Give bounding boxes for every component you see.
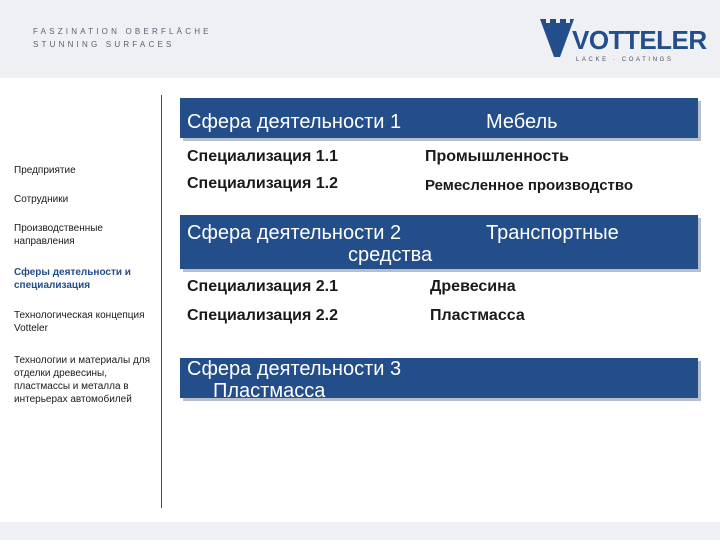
- nav-item-staff[interactable]: Сотрудники: [14, 194, 69, 205]
- logo-wordmark: VOTTELER: [572, 25, 707, 55]
- nav-item-materials[interactable]: Технологии и материалы для отделки древесины, пластмассы и металла в интерьерах автомобилей: [14, 355, 151, 405]
- logo-subtitle: LACKE · COATINGS: [576, 57, 674, 63]
- spec-2-1-name: Специализация 2.1: [187, 278, 339, 295]
- footer-bar: [0, 522, 720, 540]
- section-1-title: Сфера деятельности 1: [187, 111, 402, 133]
- header-bar: [0, 0, 720, 78]
- section-3-value: Пластмасса: [213, 380, 326, 402]
- sidebar-divider: [161, 95, 162, 508]
- spec-1-1-name: Специализация 1.1: [187, 148, 339, 165]
- section-2-title: Сфера деятельности 2: [187, 222, 402, 244]
- section-1-value: Мебель: [486, 111, 558, 133]
- spec-1-2-value: Ремесленное производство: [425, 177, 634, 194]
- section-2-value: Транспортные: [486, 222, 619, 244]
- section-2-value-cont: средства: [348, 244, 433, 266]
- nav-item-company[interactable]: Предприятие: [14, 165, 76, 176]
- section-3-header: [180, 358, 698, 402]
- section-3-title: Сфера деятельности 3: [187, 358, 402, 380]
- tagline-line-2: STUNNING SURFACES: [33, 40, 175, 49]
- spec-1-2-name: Специализация 1.2: [187, 175, 339, 192]
- nav-item-production[interactable]: Производственные направления: [14, 223, 103, 247]
- section-2-header: [180, 215, 698, 269]
- section-1-header: [180, 98, 698, 138]
- nav-item-activity-areas[interactable]: Сферы деятельности и специализация: [14, 267, 131, 291]
- spec-2-1-value: Древесина: [430, 278, 516, 295]
- spec-2-2-value: Пластмасса: [430, 307, 525, 324]
- nav-item-technology-concept[interactable]: Технологическая концепция Votteler: [14, 310, 145, 334]
- tagline-line-1: FASZINATION OBERFLÄCHE: [33, 27, 212, 36]
- spec-1-1-value: Промышленность: [425, 148, 569, 165]
- spec-2-2-name: Специализация 2.2: [187, 307, 339, 324]
